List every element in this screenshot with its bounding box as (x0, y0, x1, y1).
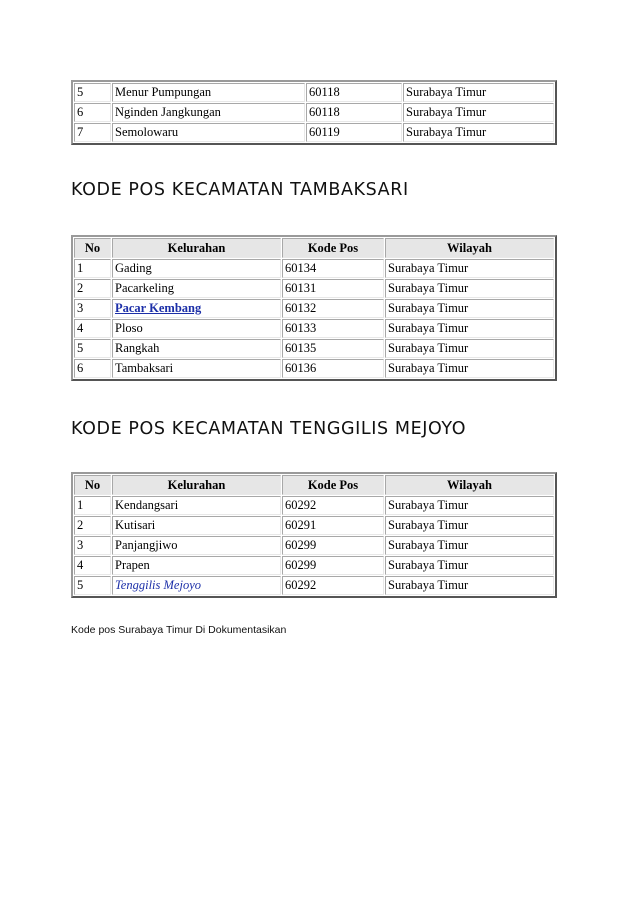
header-wilayah: Wilayah (385, 238, 554, 258)
cell-kelurahan: Semolowaru (112, 123, 305, 142)
table-row (74, 339, 554, 358)
cell-no: 1 (74, 259, 111, 278)
cell-wilayah: Surabaya Timur (385, 359, 554, 378)
table-row (74, 359, 554, 378)
table-row (74, 556, 554, 575)
cell-kode-pos: 60299 (282, 536, 384, 555)
cell-wilayah: Surabaya Timur (385, 536, 554, 555)
table-row (74, 299, 554, 318)
cell-kode-pos: 60119 (306, 123, 402, 142)
cell-no: 5 (74, 83, 111, 102)
cell-no: 5 (74, 339, 111, 358)
cell-kelurahan (112, 299, 281, 318)
cell-kode-pos: 60291 (282, 516, 384, 535)
table-row (74, 103, 554, 122)
cell-wilayah: Surabaya Timur (385, 516, 554, 535)
cell-no: 2 (74, 516, 111, 535)
table-row (74, 516, 554, 535)
cell-kode-pos: 60299 (282, 556, 384, 575)
cell-kelurahan: Pacarkeling (112, 279, 281, 298)
cell-kode-pos: 60133 (282, 319, 384, 338)
cell-wilayah: Surabaya Timur (403, 123, 554, 142)
cell-kelurahan: Panjangjiwo (112, 536, 281, 555)
cell-no: 3 (74, 299, 111, 318)
tenggilis-mejoyo-link[interactable]: Tenggilis Mejoyo (115, 578, 201, 592)
cell-kode-pos: 60135 (282, 339, 384, 358)
cell-kelurahan: Kutisari (112, 516, 281, 535)
cell-kode-pos: 60132 (282, 299, 384, 318)
cell-wilayah: Surabaya Timur (385, 556, 554, 575)
cell-kelurahan (112, 576, 281, 595)
cell-kelurahan: Gading (112, 259, 281, 278)
cell-wilayah: Surabaya Timur (385, 299, 554, 318)
header-kelurahan: Kelurahan (112, 238, 281, 258)
cell-no: 6 (74, 103, 111, 122)
section-title-tenggilis: KODE POS KECAMATAN TENGGILIS MEJOYO (71, 419, 467, 439)
header-no: No (74, 238, 111, 258)
cell-no: 1 (74, 496, 111, 515)
table-row (74, 83, 554, 102)
table-top (71, 80, 557, 145)
cell-kelurahan: Kendangsari (112, 496, 281, 515)
pacar-kembang-link[interactable]: Pacar Kembang (115, 301, 202, 315)
table-header-row (74, 475, 554, 495)
table-row (74, 576, 554, 595)
section-title-tambaksari: KODE POS KECAMATAN TAMBAKSARI (71, 180, 409, 200)
table-row (74, 496, 554, 515)
cell-wilayah: Surabaya Timur (385, 339, 554, 358)
cell-kelurahan: Rangkah (112, 339, 281, 358)
header-kode-pos: Kode Pos (282, 475, 384, 495)
table-tambaksari (71, 235, 557, 381)
cell-wilayah: Surabaya Timur (403, 83, 554, 102)
cell-kelurahan: Ploso (112, 319, 281, 338)
table-row (74, 123, 554, 142)
cell-wilayah: Surabaya Timur (403, 103, 554, 122)
cell-kode-pos: 60292 (282, 576, 384, 595)
cell-kelurahan: Nginden Jangkungan (112, 103, 305, 122)
cell-wilayah: Surabaya Timur (385, 319, 554, 338)
header-kode-pos: Kode Pos (282, 238, 384, 258)
cell-wilayah: Surabaya Timur (385, 576, 554, 595)
cell-kelurahan: Prapen (112, 556, 281, 575)
cell-wilayah: Surabaya Timur (385, 496, 554, 515)
table-tenggilis (71, 472, 557, 598)
header-wilayah: Wilayah (385, 475, 554, 495)
table-row (74, 259, 554, 278)
cell-kelurahan: Tambaksari (112, 359, 281, 378)
table-row (74, 319, 554, 338)
table-row (74, 536, 554, 555)
header-kelurahan: Kelurahan (112, 475, 281, 495)
table-row (74, 279, 554, 298)
cell-kode-pos: 60118 (306, 103, 402, 122)
cell-kode-pos: 60118 (306, 83, 402, 102)
cell-kode-pos: 60292 (282, 496, 384, 515)
cell-no: 2 (74, 279, 111, 298)
cell-kode-pos: 60134 (282, 259, 384, 278)
table-header-row (74, 238, 554, 258)
cell-wilayah: Surabaya Timur (385, 259, 554, 278)
cell-no: 4 (74, 556, 111, 575)
cell-kode-pos: 60131 (282, 279, 384, 298)
cell-no: 7 (74, 123, 111, 142)
footer-text: Kode pos Surabaya Timur Di Dokumentasikan (71, 624, 287, 636)
cell-kelurahan: Menur Pumpungan (112, 83, 305, 102)
cell-no: 6 (74, 359, 111, 378)
cell-no: 5 (74, 576, 111, 595)
cell-no: 4 (74, 319, 111, 338)
cell-wilayah: Surabaya Timur (385, 279, 554, 298)
cell-kode-pos: 60136 (282, 359, 384, 378)
header-no: No (74, 475, 111, 495)
cell-no: 3 (74, 536, 111, 555)
